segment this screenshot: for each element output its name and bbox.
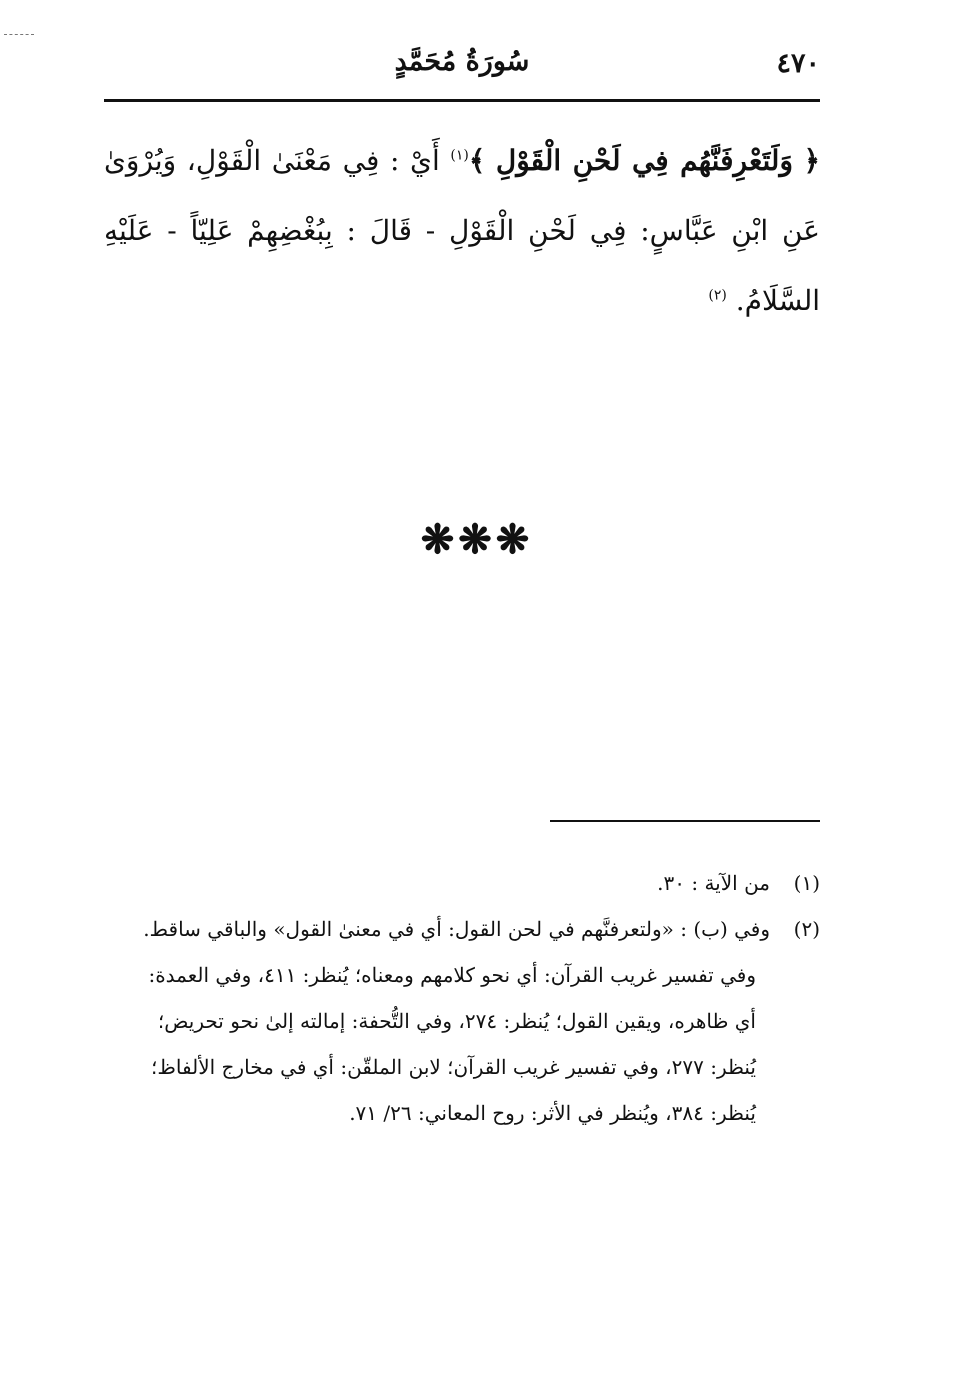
quran-open-bracket: ﴿ xyxy=(803,144,821,177)
commentary-text: أَيْ : فِي مَعْنَىٰ الْقَوْلِ، وَيُرْوَىٰ عَنِ ابْنِ عَبَّاسٍ: فِي لَحْنِ الْقَوْلِ - قَالَ : بِبُغْضِهِمْ عَلِيّاً - عَلَيْهِ السَّلَامُ. xyxy=(104,144,820,317)
footnote-line: يُنظر: ٢٧٧، وفي تفسير غريب القرآن؛ لابن الملقّن: أي في مخارج الألفاظ؛ xyxy=(151,1055,756,1079)
footnote-number: (١) xyxy=(793,871,820,895)
surah-title: سُورَةُ مُحَمَّدٍ xyxy=(394,46,530,77)
quran-close-bracket: ﴾ xyxy=(468,144,486,177)
footnote-line: وفي تفسير غريب القرآن: أي نحو كلامهم ومعناه؛ يُنظر: ٤١١، وفي العمدة: xyxy=(148,963,756,987)
footnote-line: يُنظر: ٣٨٤، ويُنظر في الأثر: روح المعاني: ٢٦/ ٧١. xyxy=(349,1101,756,1125)
footnote-1 xyxy=(104,860,820,906)
section-separator-ornament: ❋❋❋ xyxy=(420,516,534,563)
footnote-line: من الآية : ٣٠. xyxy=(657,871,770,895)
footnote-number: (٢) xyxy=(793,917,820,941)
footnote-2 xyxy=(104,906,820,1136)
footnote-ref-2[interactable]: (٢) xyxy=(708,287,727,304)
footnote-line: وفي (ب) : «ولتعرفنَّهم في لحن القول: أي في معنىٰ القول» والباقي ساقط. xyxy=(143,917,770,941)
running-head xyxy=(104,40,820,92)
footnotes xyxy=(104,860,820,1136)
scan-corner-mark xyxy=(4,34,34,35)
quran-quote: وَلَتَعْرِفَنَّهُم فِي لَحْنِ الْقَوْلِ xyxy=(495,144,793,177)
footnote-ref-1[interactable]: (١) xyxy=(450,147,469,164)
footnote-rule xyxy=(550,820,820,822)
footnote-line: أي ظاهره، ويقين القول؛ يُنظر: ٢٧٤، وفي التُّحفة: إمالته إلىٰ نحو تحريض؛ xyxy=(157,1009,756,1033)
page-number: ٤٧٠ xyxy=(776,48,820,79)
main-text xyxy=(104,126,820,336)
header-rule xyxy=(104,99,820,102)
